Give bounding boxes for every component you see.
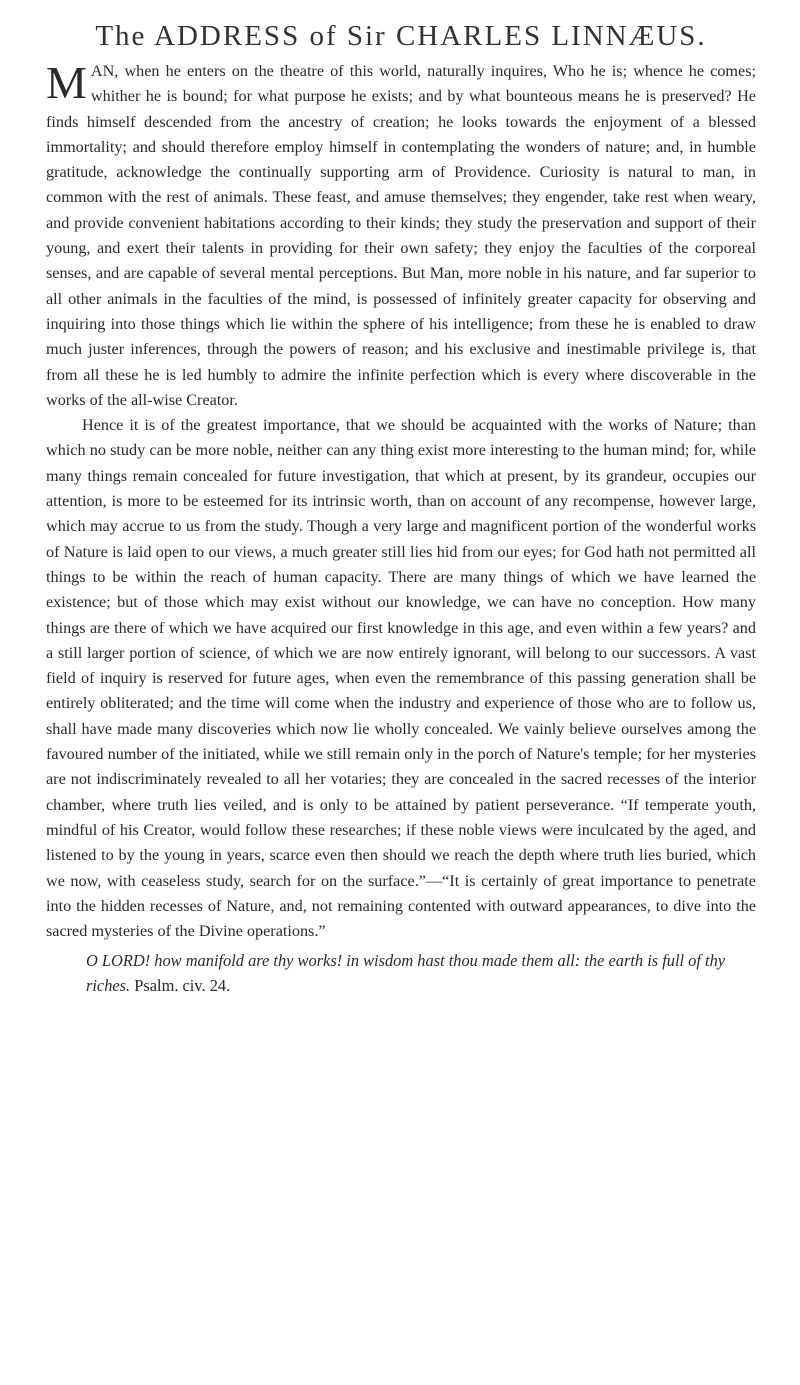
paragraph-1: MAN, when he enters on the theatre of this world, naturally inquires, Who he is; whence he comes; whither he is bound; for what purpose he exists; and by what bounteous means he is preserved? He finds himself descended from the ancestry of creation; he looks towards the enjoyment of a blessed immortality; and should therefore employ himself in contemplating the wonders of nature; and, in humble gratitude, acknowledge the continually supporting arm of Providence. Curiosity is natural to man, in common with the rest of animals. These feast, and amuse themselves; they engender, take rest when weary, and provide convenient habitations according to their kinds; they study the preservation and support of their young, and exert their talents in providing for their own safety; they enjoy the faculties of the corporeal senses, and are capable of several mental perceptions. But Man, more noble in his nature, and far superior to all other animals in the faculties of the mind, is possessed of infinitely greater capacity for observing and inquiring into those things which lie within the sphere of his intelligence; from these he is enabled to draw much juster inferences, through the powers of reason; and his exclusive and inestimable privilege is, that from all these he is led humbly to admire the infinite perfection which is every where discoverable in the works of the all-wise Creator. <box>46 57 756 409</box>
page-title: The ADDRESS of Sir CHARLES LINNÆUS. <box>95 20 707 52</box>
scripture-quote <box>86 948 756 998</box>
paragraph-2: Hence it is of the greatest importance, that we should be acquainted with the works of Nature; than which no study can be more noble, neither can any thing exist more interesting to the human mind; for, while many things remain concealed for future investigation, that which at present, by its grandeur, occupies our attention, is more to be esteemed for its intrinsic worth, than on account of any recompense, however large, which may accrue to us from the study. Though a very large and magnificent portion of the wonderful works of Nature is laid open to our views, a much greater still lies hid from our eyes; for God hath not permitted all things to be within the reach of human capacity. There are many things of which we have learned the existence; but of those which may exist without our knowledge, we can have no conception. How many things are there of which we have acquired our first knowledge in this age, and even within a few years? and a still larger portion of science, of which we are now entirely ignorant, will belong to our successors. A vast field of inquiry is reserved for future ages, when even the remembrance of this passing generation shall be entirely obliterated; and the time will come when the industry and experience of those who are to follow us, shall have made many discoveries which now lie wholly concealed. We vainly believe ourselves among the favoured number of the initiated, while we still remain only in the porch of Nature's temple; for her mysteries are not indiscriminately revealed to all her votaries; they are concealed in the sacred recesses of the interior chamber, where truth lies veiled, and is only to be attained by patient perseverance. “If temperate youth, mindful of his Creator, would follow these researches; if these noble views were inculcated by the aged, and listened to by the young in years, scarce even then should we reach the depth where truth lies buried, which we now, with ceaseless study, search for on the surface.”—“It is certainly of great importance to penetrate into the hidden recesses of Nature, and, not remaining contented with outward appearances, to dive into the sacred mysteries of the Divine operations.” <box>46 416 756 941</box>
quote-source: Psalm. civ. 24. <box>134 976 231 996</box>
quote-text: O LORD! how manifold are thy works! in wisdom hast thou made them all: the earth is full of thy riches. <box>86 951 726 996</box>
